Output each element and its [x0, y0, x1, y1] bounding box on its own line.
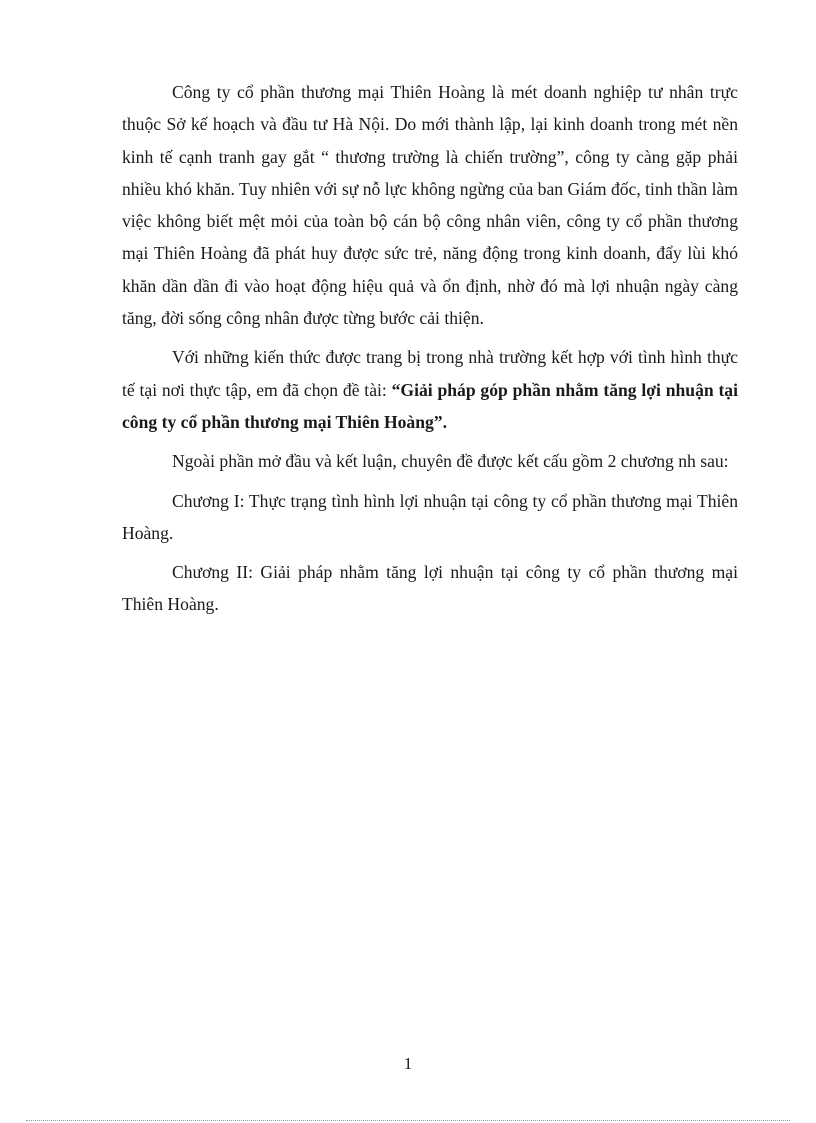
paragraph-chapter-1: Chương I: Thực trạng tình hình lợi nhuận tại công ty cổ phần thương mại Thiên Hoàng. — [122, 490, 738, 543]
paragraph-structure: Ngoài phần mở đầu và kết luận, chuyên đề được kết cấu gồm 2 chương nh sau: — [172, 451, 729, 472]
page-number: 1 — [403, 1054, 413, 1073]
document-body — [122, 76, 738, 628]
paragraph-chapter-2: Chương II: Giải pháp nhằm tăng lợi nhuận tại công ty cổ phần thương mại Thiên Hoàng. — [122, 562, 738, 615]
paragraph-company-intro: Công ty cổ phần thương mại Thiên Hoàng là mét doanh nghiệp tư nhân trực thuộc Sở kế hoạch và đầu tư Hà Nội. Do mới thành lập, lại kinh doanh trong mét nền kinh tế cạnh tranh gay gắt “ thương trường là chiến trường”, công ty càng gặp phải nhiều khó khăn. Tuy nhiên với sự nỗ lực không ngừng của ban Giám đốc, tinh thần làm việc không biết mệt mỏi của toàn bộ cán bộ công nhân viên, công ty cổ phần thương mại Thiên Hoàng đã phát huy được sức trẻ, năng động trong kinh doanh, đẩy lùi khó khăn dần dần đi vào hoạt động hiệu quả và ổn định, nhờ đó mà lợi nhuận ngày càng tăng, đời sống công nhân được từng bước cải thiện. — [122, 82, 738, 329]
page-bottom-divider — [26, 1120, 790, 1121]
topic-title: “Giải pháp góp phần nhằm tăng lợi nhuận tại công ty cổ phần thương mại Thiên Hoàng”. — [122, 379, 738, 432]
topic-intro-text: Với những kiến thức được trang bị trong nhà trường kết hợp với tình hình thực tế tại nơi thực tập, em đã chọn đề tài: — [122, 347, 738, 400]
paragraph-topic-choice — [122, 341, 738, 438]
